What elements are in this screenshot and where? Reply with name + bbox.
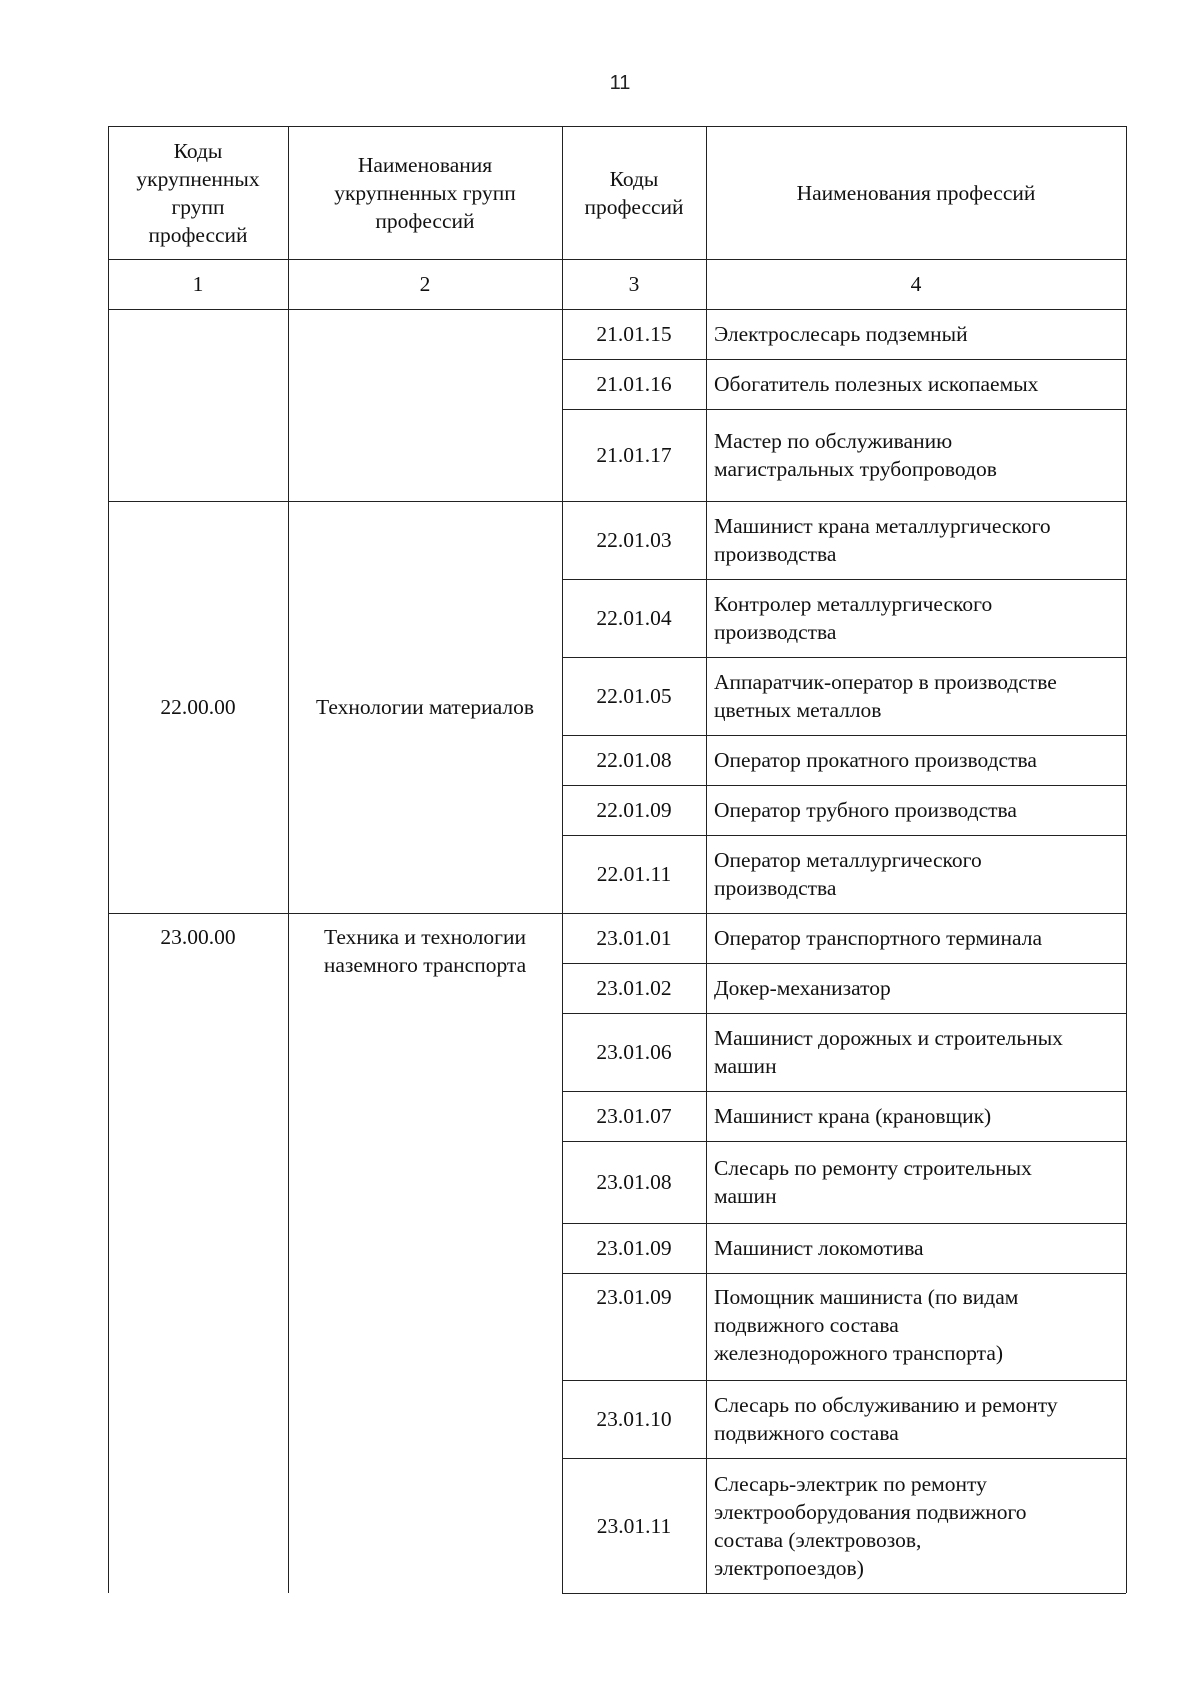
profession-code [562, 963, 706, 1013]
profession-code-text: 22.01.03 [596, 528, 672, 552]
header-col3-text: Коды профессий [584, 166, 684, 219]
profession-name [706, 1458, 1126, 1593]
profession-name-text: Электрослесарь подземный [714, 322, 968, 346]
column-number [562, 259, 706, 309]
profession-code-text: 23.01.11 [596, 1513, 672, 1538]
column-border [1126, 126, 1127, 1593]
profession-code [562, 657, 706, 735]
profession-name [706, 1013, 1126, 1091]
profession-code-text: 23.01.09 [596, 1285, 672, 1309]
row-divider [562, 1380, 1126, 1381]
profession-name-text: Машинист локомотива [714, 1236, 924, 1260]
column-border [108, 126, 109, 1593]
group-code [108, 501, 288, 913]
profession-code [562, 785, 706, 835]
table-bottom-border [562, 1593, 1126, 1594]
column-number [706, 259, 1126, 309]
row-divider [562, 1223, 1126, 1224]
row-divider [562, 1141, 1126, 1142]
column-number-text: 2 [419, 272, 431, 296]
profession-code [562, 359, 706, 409]
profession-name [706, 1273, 1126, 1380]
profession-name [706, 309, 1126, 359]
row-divider [562, 657, 1126, 658]
profession-name-text: Оператор прокатного производства [714, 748, 1037, 772]
row-divider [562, 963, 1126, 964]
profession-code-text: 23.01.10 [596, 1407, 672, 1431]
column-number [288, 259, 562, 309]
profession-code-text: 23.01.08 [596, 1170, 672, 1194]
header-col4-text: Наименования профессий [796, 180, 1036, 205]
profession-name [706, 1091, 1126, 1141]
profession-code-text: 21.01.17 [596, 443, 672, 467]
column-number-text: 1 [192, 272, 204, 296]
profession-name [706, 1223, 1126, 1273]
profession-name-text: Докер-механизатор [714, 976, 891, 1000]
profession-code [562, 501, 706, 579]
column-number-text: 3 [628, 272, 640, 296]
profession-code-text: 22.01.09 [596, 798, 672, 822]
profession-code [562, 1458, 706, 1593]
profession-code [562, 579, 706, 657]
group-code [108, 309, 288, 501]
profession-name-text: Машинист крана металлургического производства [714, 514, 1051, 566]
profession-code-text: 23.01.09 [596, 1236, 672, 1260]
row-divider [108, 913, 1126, 914]
profession-name [706, 735, 1126, 785]
profession-name-text: Слесарь по обслуживанию и ремонту подвижного состава [714, 1393, 1058, 1445]
header-divider [108, 259, 1126, 260]
profession-name-text: Помощник машиниста (по видам подвижного состава железнодорожного транспорта) [714, 1285, 1019, 1365]
profession-name [706, 501, 1126, 579]
profession-code [562, 1273, 706, 1380]
profession-name [706, 359, 1126, 409]
page-number: 11 [609, 72, 631, 94]
group-name-text: Техника и технологии наземного транспорта [323, 925, 527, 977]
profession-name [706, 913, 1126, 963]
profession-code-text: 21.01.16 [596, 372, 672, 396]
profession-code [562, 1380, 706, 1458]
profession-code [562, 1013, 706, 1091]
column-border [706, 126, 707, 1593]
row-divider [562, 735, 1126, 736]
profession-code [562, 1091, 706, 1141]
column-number-divider [108, 309, 1126, 310]
row-divider [562, 1013, 1126, 1014]
profession-code-text: 23.01.06 [596, 1040, 672, 1064]
profession-code [562, 835, 706, 913]
profession-name-text: Машинист крана (крановщик) [714, 1104, 992, 1128]
profession-name-text: Слесарь по ремонту строительных машин [714, 1156, 1032, 1208]
profession-code-text: 21.01.15 [596, 322, 672, 346]
profession-code-text: 22.01.11 [596, 862, 672, 886]
profession-code-text: 23.01.01 [596, 926, 672, 950]
profession-name-text: Мастер по обслуживанию магистральных трубопроводов [714, 429, 997, 481]
profession-name [706, 1380, 1126, 1458]
row-divider [562, 1273, 1126, 1274]
header-col2 [288, 126, 562, 259]
profession-name-text: Машинист дорожных и строительных машин [714, 1026, 1063, 1078]
row-divider [562, 785, 1126, 786]
profession-code-text: 23.01.02 [596, 976, 672, 1000]
header-col4 [706, 126, 1126, 259]
group-name-text: Технологии материалов [316, 695, 534, 719]
profession-name [706, 409, 1126, 501]
profession-code-text: 22.01.05 [596, 684, 672, 708]
row-divider [562, 835, 1126, 836]
header-col3 [562, 126, 706, 259]
profession-name [706, 579, 1126, 657]
column-number [108, 259, 288, 309]
profession-name [706, 835, 1126, 913]
profession-name-text: Оператор трубного производства [714, 798, 1017, 822]
profession-name [706, 657, 1126, 735]
profession-code [562, 1141, 706, 1223]
profession-code [562, 409, 706, 501]
header-col1-text: Коды укрупненных групп профессий [136, 138, 260, 247]
row-divider [562, 1091, 1126, 1092]
profession-code-text: 23.01.07 [596, 1104, 672, 1128]
row-divider [562, 409, 1126, 410]
row-divider [562, 359, 1126, 360]
profession-code [562, 913, 706, 963]
profession-code-text: 22.01.04 [596, 606, 672, 630]
group-code-text: 22.00.00 [160, 695, 236, 719]
profession-code-text: 22.01.08 [596, 748, 672, 772]
profession-name-text: Оператор транспортного терминала [714, 926, 1043, 950]
profession-name [706, 785, 1126, 835]
group-name [288, 309, 562, 501]
profession-code [562, 309, 706, 359]
profession-name-text: Аппаратчик-оператор в производстве цветных металлов [714, 670, 1057, 722]
profession-name-text: Слесарь-электрик по ремонту электрооборудования подвижного состава (электровозов, электропоездов) [714, 1471, 1027, 1580]
profession-name-text: Контролер металлургического производства [714, 592, 993, 644]
row-divider [562, 579, 1126, 580]
column-number-text: 4 [910, 272, 922, 296]
profession-code [562, 1223, 706, 1273]
row-divider [108, 501, 1126, 502]
profession-name [706, 963, 1126, 1013]
group-name [288, 501, 562, 913]
column-border [562, 126, 563, 1593]
group-name [288, 913, 562, 1013]
row-divider [562, 1458, 1126, 1459]
header-col2-text: Наименования укрупненных групп профессий [334, 152, 516, 233]
table-top-border [108, 126, 1126, 127]
group-code-text: 23.00.00 [160, 925, 236, 949]
header-col1 [108, 126, 288, 259]
profession-name-text: Оператор металлургического производства [714, 848, 982, 900]
profession-name [706, 1141, 1126, 1223]
column-border [288, 126, 289, 1593]
profession-code [562, 735, 706, 785]
profession-name-text: Обогатитель полезных ископаемых [714, 372, 1039, 396]
group-code [108, 913, 288, 963]
